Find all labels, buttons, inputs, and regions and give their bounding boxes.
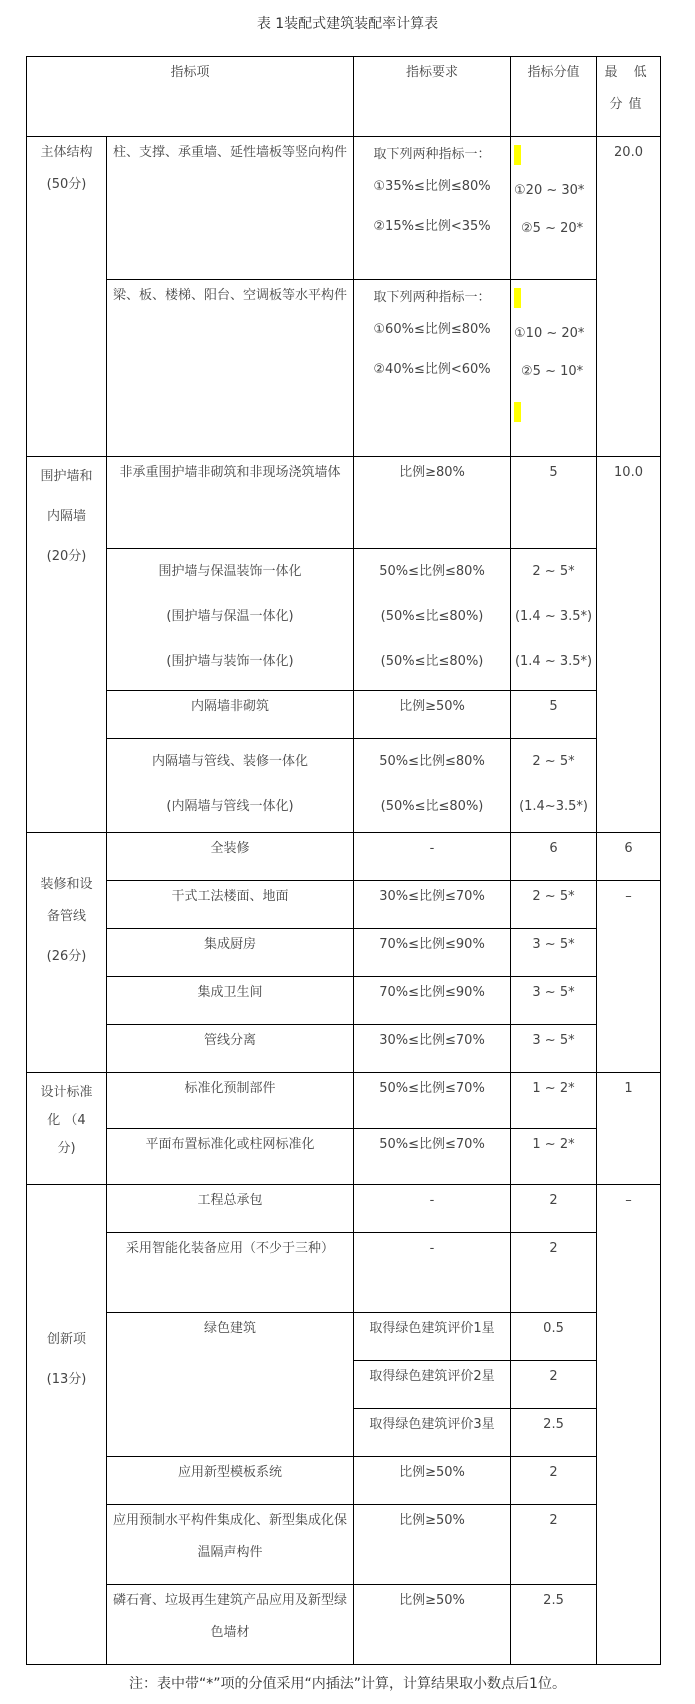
score-cell bbox=[511, 137, 597, 280]
item-cell: 管线分离 bbox=[107, 1025, 354, 1073]
item-cell bbox=[107, 739, 354, 833]
requirement-cell bbox=[354, 739, 511, 833]
req-line: 50%≤比例≤80% bbox=[379, 564, 485, 579]
category-innovation bbox=[27, 1185, 107, 1665]
score-cell: 6 bbox=[511, 833, 597, 881]
table-footnote: 注：表中带“*”项的分值采用“内插法”计算，计算结果取小数点后1位。 bbox=[129, 1676, 566, 1692]
req-line: ②15%≤比例<35% bbox=[373, 219, 491, 234]
table-row bbox=[27, 977, 661, 1025]
header-item: 指标项 bbox=[27, 57, 354, 137]
score-cell: 2 ~ 5* bbox=[511, 881, 597, 929]
requirement-cell: 比例≥50% bbox=[354, 1505, 511, 1585]
req-line: 取下列两种指标一： bbox=[373, 147, 491, 162]
item-cell: 全装修 bbox=[107, 833, 354, 881]
item-line: (围护墙与装饰一体化) bbox=[166, 654, 294, 669]
score-cell: 1 ~ 2* bbox=[511, 1073, 597, 1129]
item-line: (内隔墙与管线一体化) bbox=[166, 799, 294, 814]
score-cell: 5 bbox=[511, 691, 597, 739]
score-cell: 2.5 bbox=[511, 1585, 597, 1665]
min-score-cell: 6 bbox=[597, 833, 661, 881]
requirement-cell: - bbox=[354, 833, 511, 881]
table-title: 表 1装配式建筑装配率计算表 bbox=[256, 16, 439, 32]
requirement-cell: 比例≥50% bbox=[354, 1585, 511, 1665]
table-row bbox=[27, 1233, 661, 1313]
score-line: (1.4 ~ 3.5*) bbox=[514, 609, 593, 624]
req-line: ②40%≤比例<60% bbox=[373, 362, 491, 377]
category-label: 内隔墙 bbox=[46, 509, 86, 524]
category-points: (20分) bbox=[46, 549, 87, 564]
item-cell: 柱、支撑、承重墙、延性墙板等竖向构件 bbox=[107, 137, 354, 280]
score-cell bbox=[511, 739, 597, 833]
header-min-score: 最 低 分值 bbox=[597, 57, 661, 137]
category-points: (26分) bbox=[46, 949, 87, 964]
category-label: 设计标准 bbox=[40, 1085, 93, 1100]
min-score-cell: 10.0 bbox=[597, 457, 661, 833]
highlight-marker bbox=[514, 145, 521, 165]
category-standardization bbox=[27, 1073, 107, 1185]
table-row bbox=[27, 691, 661, 739]
requirement-cell: 比例≥50% bbox=[354, 691, 511, 739]
requirement-cell: - bbox=[354, 1233, 511, 1313]
score-cell: 2 bbox=[511, 1185, 597, 1233]
score-cell: 2 bbox=[511, 1505, 597, 1585]
table-row bbox=[27, 280, 661, 457]
requirement-cell: 比例≥50% bbox=[354, 1457, 511, 1505]
score-cell: 3 ~ 5* bbox=[511, 977, 597, 1025]
table-row bbox=[27, 457, 661, 549]
requirement-cell: 取得绿色建筑评价1星 bbox=[354, 1313, 511, 1361]
requirement-cell: 70%≤比例≤90% bbox=[354, 929, 511, 977]
item-cell: 应用预制水平构件集成化、新型集成化保温隔声构件 bbox=[107, 1505, 354, 1585]
req-line: (50%≤比≤80%) bbox=[380, 799, 484, 814]
item-cell: 标准化预制部件 bbox=[107, 1073, 354, 1129]
item-line: 围护墙与保温装饰一体化 bbox=[158, 564, 302, 579]
min-score-cell: – bbox=[597, 881, 661, 1073]
category-label: 主体结构 bbox=[40, 145, 93, 160]
category-points: 分) bbox=[57, 1141, 76, 1156]
table-row bbox=[27, 1025, 661, 1073]
table-row bbox=[27, 1585, 661, 1665]
min-score-cell: 20.0 bbox=[597, 137, 661, 457]
item-cell: 应用新型模板系统 bbox=[107, 1457, 354, 1505]
score-line: ②5 ~ 20* bbox=[521, 221, 584, 236]
table-row bbox=[27, 137, 661, 280]
category-label: 备管线 bbox=[46, 909, 86, 924]
req-line: 50%≤比例≤80% bbox=[379, 754, 485, 769]
table-row bbox=[27, 739, 661, 833]
highlight-marker bbox=[514, 288, 521, 308]
score-cell: 1 ~ 2* bbox=[511, 1129, 597, 1185]
min-score-cell: – bbox=[597, 1185, 661, 1665]
item-cell: 干式工法楼面、地面 bbox=[107, 881, 354, 929]
table-row bbox=[27, 549, 661, 691]
score-cell: 5 bbox=[511, 457, 597, 549]
requirement-cell: 30%≤比例≤70% bbox=[354, 1025, 511, 1073]
item-cell bbox=[107, 549, 354, 691]
item-cell: 磷石膏、垃圾再生建筑产品应用及新型绿色墙材 bbox=[107, 1585, 354, 1665]
table-row bbox=[27, 1185, 661, 1233]
score-cell bbox=[511, 549, 597, 691]
table-row bbox=[27, 1505, 661, 1585]
item-line: (围护墙与保温一体化) bbox=[166, 609, 294, 624]
item-cell: 绿色建筑 bbox=[107, 1313, 354, 1457]
score-cell: 3 ~ 5* bbox=[511, 1025, 597, 1073]
category-label: 化 （4 bbox=[47, 1113, 86, 1128]
category-decoration bbox=[27, 833, 107, 1073]
req-line: 取下列两种指标一： bbox=[373, 290, 491, 305]
score-cell: 0.5 bbox=[511, 1313, 597, 1361]
score-line: ①10 ~ 20* bbox=[514, 326, 585, 341]
score-cell: 2.5 bbox=[511, 1409, 597, 1457]
req-line: ①60%≤比例≤80% bbox=[373, 322, 491, 337]
category-wall bbox=[27, 457, 107, 833]
requirement-cell: 50%≤比例≤70% bbox=[354, 1129, 511, 1185]
requirement-cell: 取得绿色建筑评价3星 bbox=[354, 1409, 511, 1457]
item-cell: 集成卫生间 bbox=[107, 977, 354, 1025]
table-row bbox=[27, 1129, 661, 1185]
table-row bbox=[27, 833, 661, 881]
score-cell bbox=[511, 280, 597, 457]
requirement-cell: 70%≤比例≤90% bbox=[354, 977, 511, 1025]
score-line: (1.4~3.5*) bbox=[519, 799, 588, 814]
requirement-cell: 50%≤比例≤70% bbox=[354, 1073, 511, 1129]
table-row bbox=[27, 929, 661, 977]
table-row bbox=[27, 881, 661, 929]
requirement-cell bbox=[354, 549, 511, 691]
category-points: (50分) bbox=[46, 177, 87, 192]
requirement-cell: 30%≤比例≤70% bbox=[354, 881, 511, 929]
requirement-cell bbox=[354, 137, 511, 280]
table-row bbox=[27, 1457, 661, 1505]
requirement-cell: 取得绿色建筑评价2星 bbox=[354, 1361, 511, 1409]
score-cell: 2 bbox=[511, 1361, 597, 1409]
category-label: 创新项 bbox=[46, 1332, 86, 1347]
score-line: 2 ~ 5* bbox=[532, 754, 575, 769]
item-cell: 工程总承包 bbox=[107, 1185, 354, 1233]
score-cell: 2 bbox=[511, 1457, 597, 1505]
header-row bbox=[27, 57, 661, 137]
score-line: 2 ~ 5* bbox=[532, 564, 575, 579]
category-label: 装修和设 bbox=[40, 877, 93, 892]
table-row bbox=[27, 1073, 661, 1129]
req-line: (50%≤比≤80%) bbox=[380, 609, 484, 624]
category-label: 围护墙和 bbox=[40, 469, 93, 484]
score-line: ①20 ~ 30* bbox=[514, 183, 585, 198]
table-row bbox=[27, 1313, 661, 1361]
item-cell: 内隔墙非砌筑 bbox=[107, 691, 354, 739]
header-requirement: 指标要求 bbox=[354, 57, 511, 137]
min-score-cell: 1 bbox=[597, 1073, 661, 1185]
category-points: (13分) bbox=[46, 1372, 87, 1387]
score-line: (1.4 ~ 3.5*) bbox=[514, 654, 593, 669]
score-line: ②5 ~ 10* bbox=[521, 364, 584, 379]
req-line: (50%≤比≤80%) bbox=[380, 654, 484, 669]
header-score: 指标分值 bbox=[511, 57, 597, 137]
requirement-cell: - bbox=[354, 1185, 511, 1233]
category-main-structure bbox=[27, 137, 107, 457]
requirement-cell bbox=[354, 280, 511, 457]
highlight-marker bbox=[514, 402, 521, 422]
item-line: 内隔墙与管线、装修一体化 bbox=[152, 754, 309, 769]
score-cell: 2 bbox=[511, 1233, 597, 1313]
item-cell: 采用智能化装备应用（不少于三种） bbox=[107, 1233, 354, 1313]
item-cell: 平面布置标准化或柱网标准化 bbox=[107, 1129, 354, 1185]
item-cell: 非承重围护墙非砌筑和非现场浇筑墙体 bbox=[107, 457, 354, 549]
requirement-cell: 比例≥80% bbox=[354, 457, 511, 549]
item-cell: 梁、板、楼梯、阳台、空调板等水平构件 bbox=[107, 280, 354, 457]
req-line: ①35%≤比例≤80% bbox=[373, 179, 491, 194]
assembly-rate-table bbox=[26, 56, 661, 1665]
score-cell: 3 ~ 5* bbox=[511, 929, 597, 977]
item-cell: 集成厨房 bbox=[107, 929, 354, 977]
